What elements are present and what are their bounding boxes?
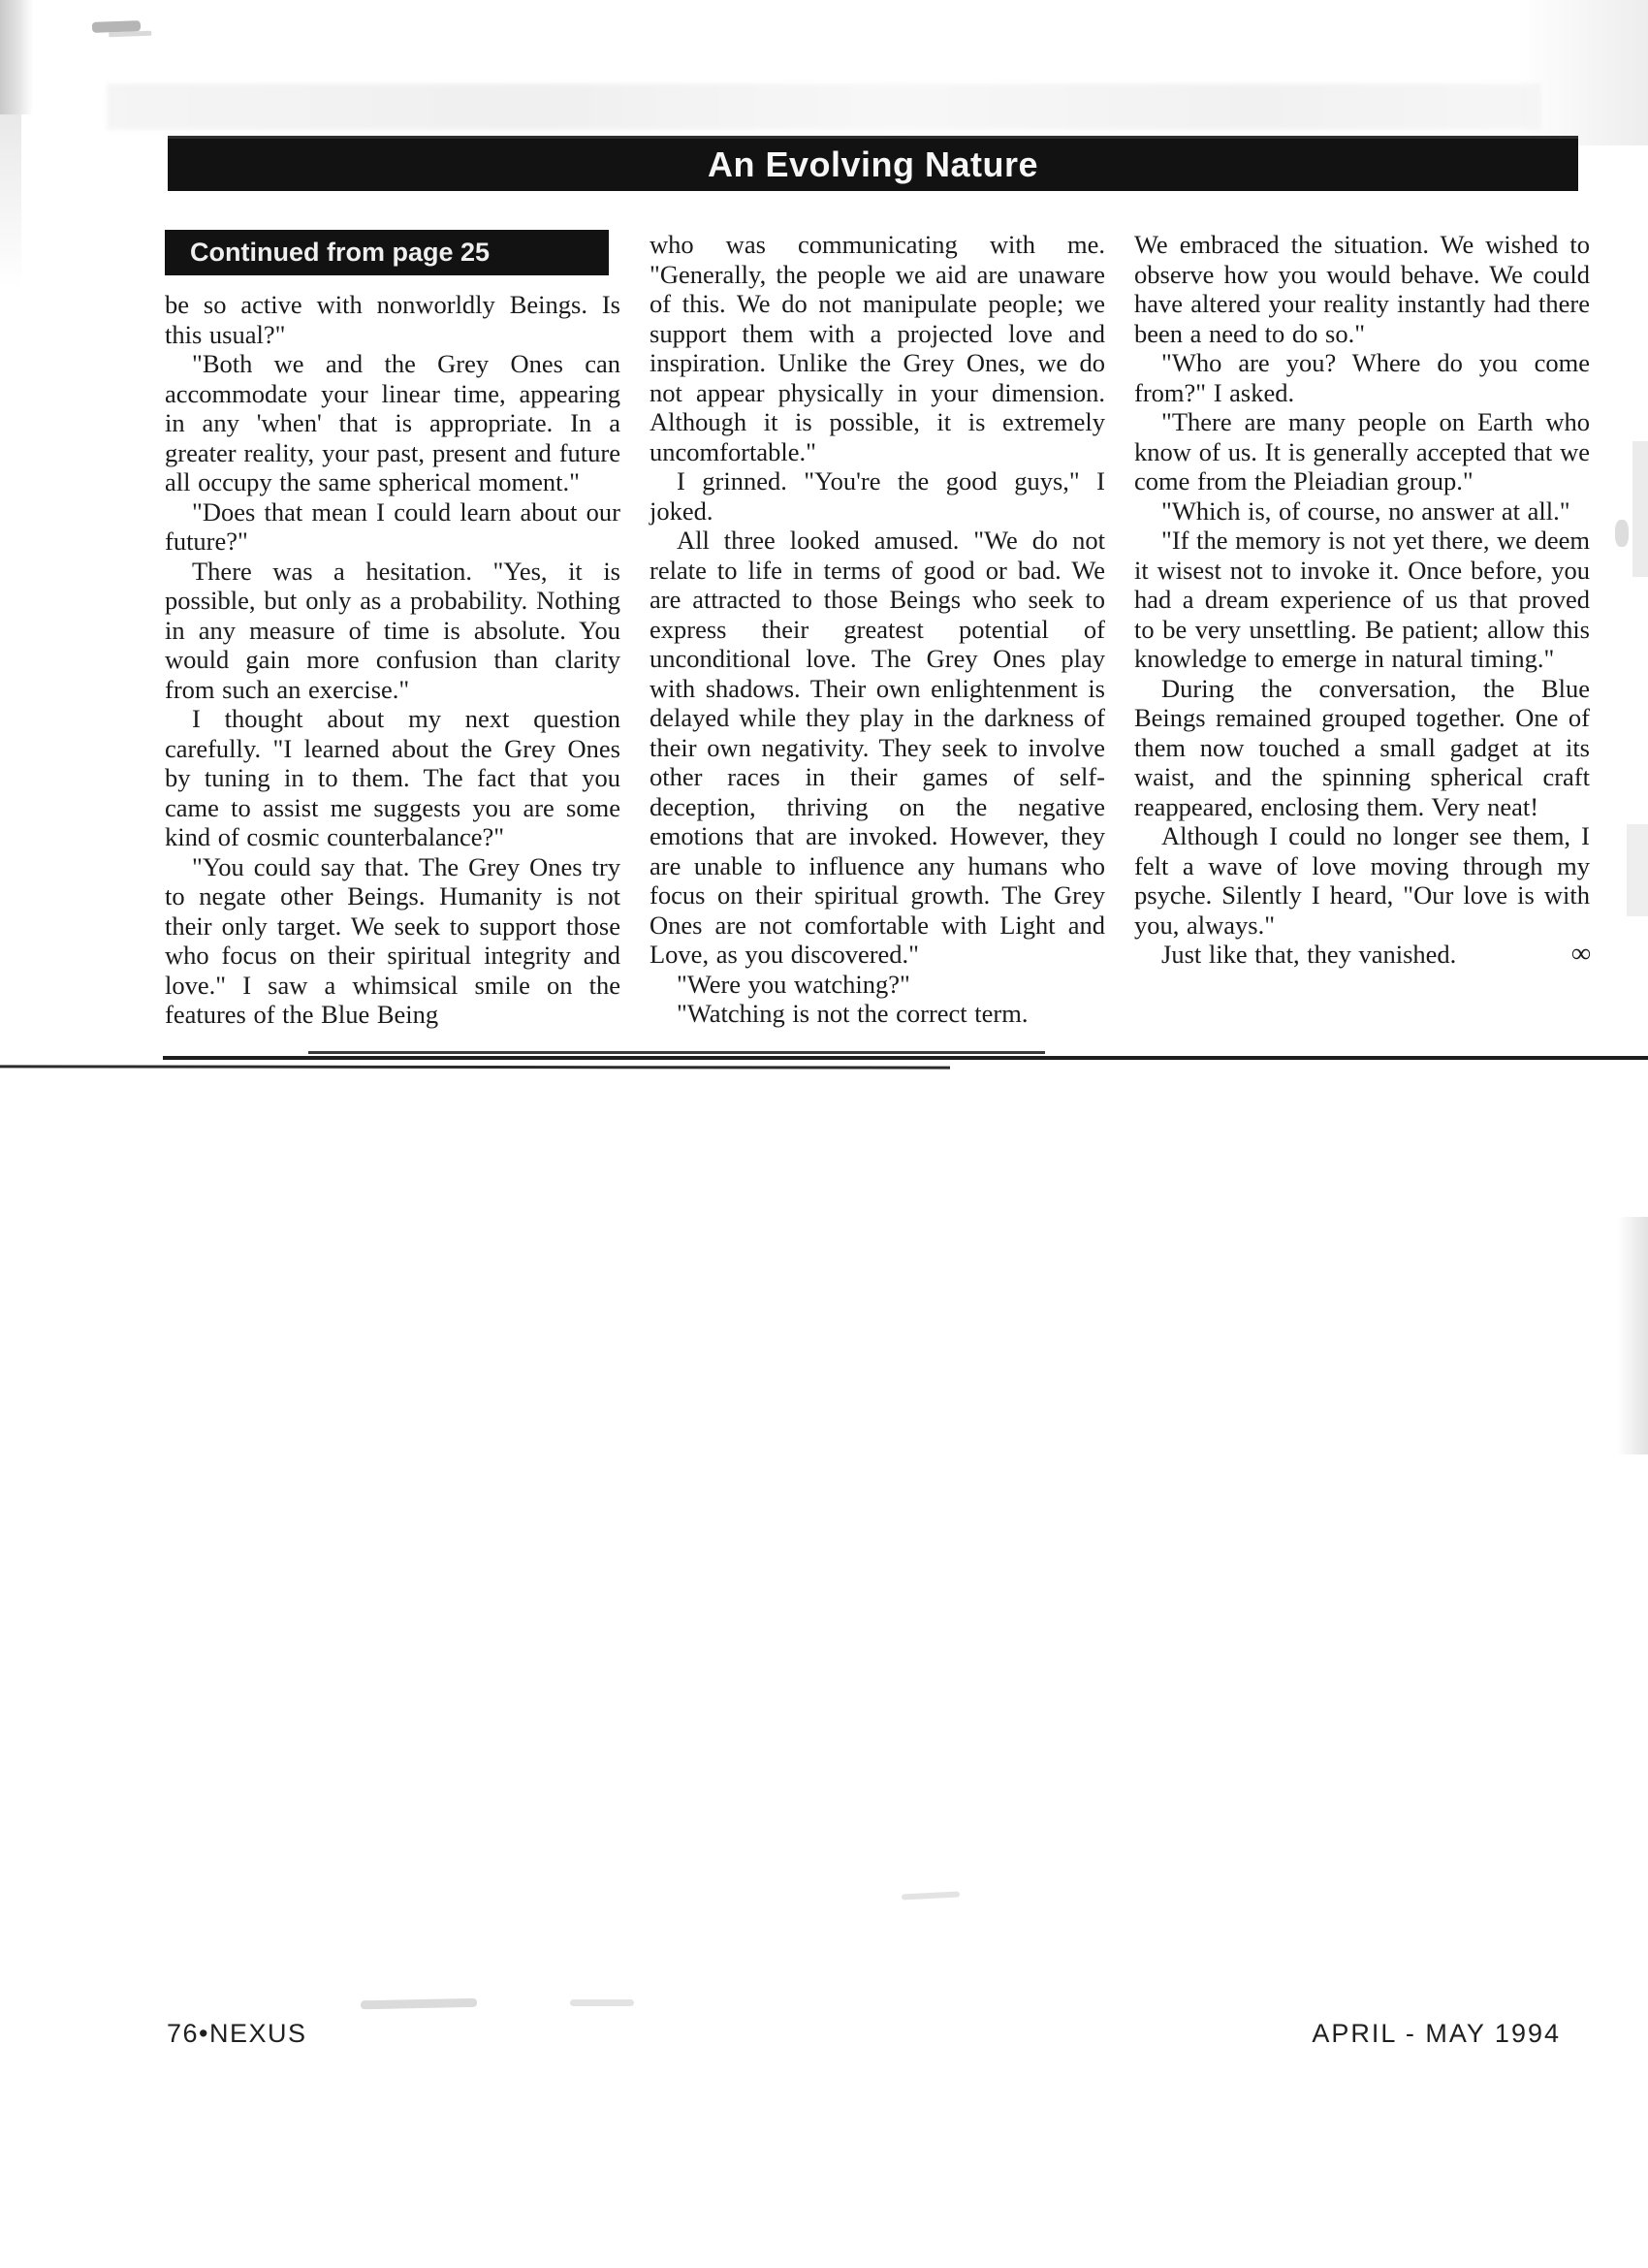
scan-artifact-mid-smudge (902, 1891, 960, 1900)
article-title: An Evolving Nature (707, 144, 1039, 184)
paragraph: "Both we and the Grey Ones can accommodate your linear time, appearing in any 'when' that is appropriate. In a greater reality, your past, present and future all occupy the same spherical moment." (165, 349, 620, 496)
scan-artifact-right-strip3 (1627, 824, 1648, 916)
paragraph: "There are many people on Earth who know of us. It is generally accepted that we come from the Pleiadian group." (1134, 407, 1590, 495)
divider-line-left (0, 1065, 950, 1069)
paragraph: I grinned. "You're the good guys," I joked. (650, 466, 1105, 526)
paragraph: I thought about my next question carefully. "I learned about the Grey Ones by tuning in to them. The fact that you came to assist me suggests you are some kind of cosmic counterbalance?" (165, 704, 620, 851)
scan-artifact-right-dot (1615, 520, 1629, 547)
column-left (165, 230, 620, 1030)
paragraph: There was a hesitation. "Yes, it is possible, but only as a probability. Nothing in any measure of time is absolute. You would gain more confusion than clarity from such an exercise." (165, 556, 620, 704)
paragraph: "Were you watching?" (677, 969, 910, 999)
paragraph: "You could say that. The Grey Ones try to negate other Beings. Humanity is not their only target. We seek to support those who focus on their spiritual integrity and love." I saw a whimsical smile on the features of the Blue Being (165, 851, 620, 1029)
continued-from-label: Continued from page 25 (165, 230, 609, 275)
footer-issue-date: APRIL - MAY 1994 (1312, 2019, 1561, 2048)
divider-line-segment (308, 1051, 1045, 1054)
scan-artifact-top-band (107, 83, 1541, 130)
paragraph: who was communicating with me. "Generally, the people we aid are unaware of this. We do not manipulate people; we support them with a projected love and inspiration. Unlike the Grey Ones, we do not appear physically in your dimension. Although it is possible, it is extremely uncomfortable." (650, 230, 1105, 466)
column-middle (650, 230, 1105, 1030)
paragraph: All three looked amused. "We do not relate to life in terms of good or bad. We are attracted to those Beings who seek to express their greatest potential of unconditional love. The Grey Ones play with shadows. Their own enlightenment is delayed while they play in the darkness of their own negativity. They seek to involve other races in their games of self-deception, thriving on the negative emotions that are invoked. However, they are unable to influence any humans who focus on their spiritual growth. The Grey Ones are not comfortable with Light and Love, as you discovered." (650, 526, 1105, 969)
article-body (165, 230, 1590, 1030)
footer-page-number: 76•NEXUS (167, 2019, 307, 2048)
scan-artifact-dash (92, 20, 141, 33)
scan-artifact-corner-bar (0, 0, 33, 114)
paragraph: "Watching is not the correct term. (677, 999, 1029, 1028)
scan-artifact-corner-fade (0, 114, 21, 289)
scan-artifact-footer-smudge2 (570, 1999, 634, 2006)
divider-line-main (163, 1056, 1648, 1060)
end-of-article-mark: ∞ (1571, 939, 1590, 969)
scan-artifact-footer-smudge (361, 1998, 477, 2010)
paragraph: "If the memory is not yet there, we deem it wisest not to invoke it. Once before, you had a dream experience of us that proved to be very unsettling. Be patient; allow this knowledge to emerge in natural timing." (1134, 526, 1590, 673)
paragraph: be so active with nonworldly Beings. Is this usual?" (165, 290, 620, 349)
paragraph: During the conversation, the Blue Beings remained grouped together. One of them now touched a small gadget at its waist, and the spinning spherical craft reappeared, enclosing them. Very neat! (1134, 673, 1590, 821)
paragraph: "Who are you? Where do you come from?" I asked. (1134, 348, 1590, 407)
scan-artifact-right-strip2 (1632, 441, 1648, 577)
paragraph: ∞ Just like that, they vanished. (1161, 939, 1590, 969)
scan-artifact-top-right (1517, 0, 1648, 145)
paragraph: "Which is, of course, no answer at all." (1161, 495, 1570, 526)
scan-artifact-right-strip (1617, 1217, 1648, 1454)
paragraph: Although I could no longer see them, I felt a wave of love moving through my psyche. Silently I heard, "Our love is with you, always." (1134, 821, 1590, 940)
article-title-bar (168, 139, 1578, 191)
paragraph: "Does that mean I could learn about our future?" (165, 496, 620, 556)
paragraph: We embraced the situation. We wished to observe how you would behave. We could have altered your reality instantly had there been a need to do so." (1134, 230, 1590, 348)
column-right (1134, 230, 1590, 1030)
